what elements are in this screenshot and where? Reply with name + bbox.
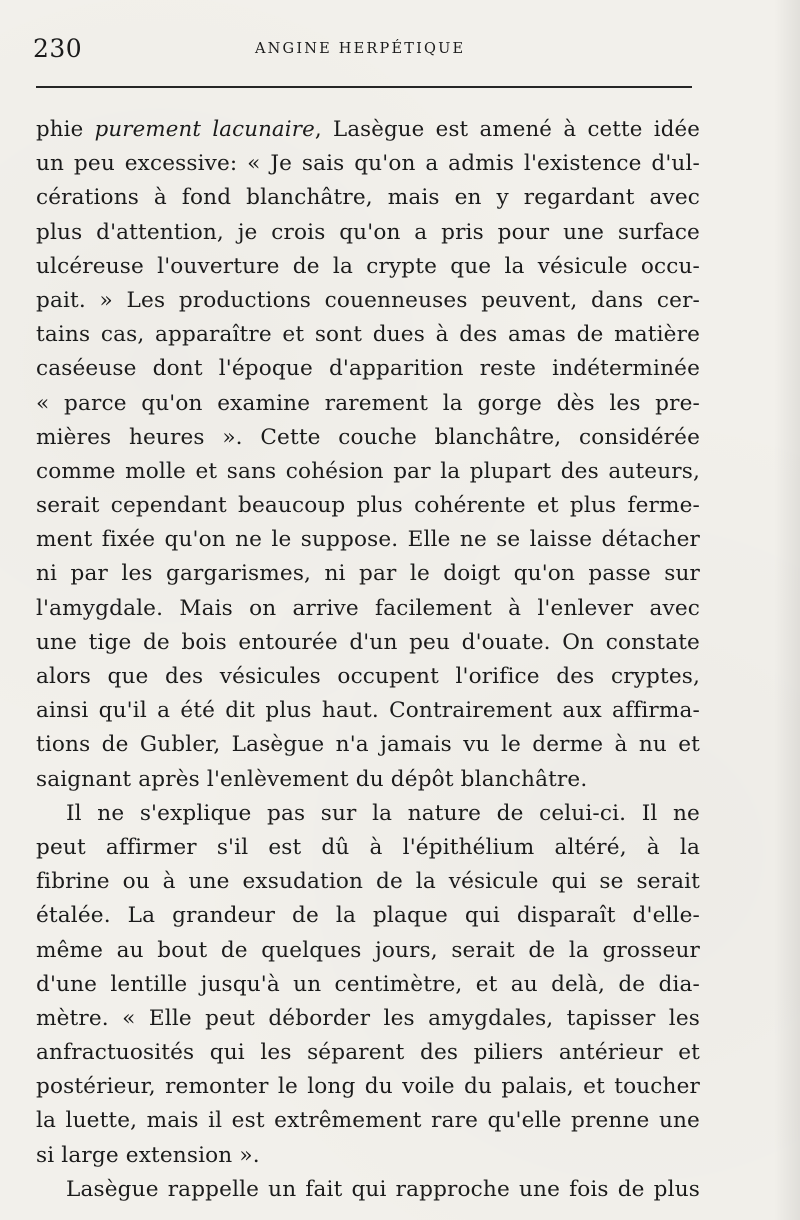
text-line: postérieur, remonter le long du voile du palais, et toucher [36,1074,700,1100]
italic-phrase: purement lacunaire [94,117,315,142]
text-line: tions de Gubler, Lasègue n'a jamais vu le derme à nu et [36,732,700,758]
page-number: 230 [33,34,83,63]
text-line: anfractuosités qui les séparent des piliers antérieur et [36,1040,700,1066]
text-line-part: , Lasègue est amené à cette idée [314,117,700,142]
text-line: mètre. « Elle peut déborder les amygdales, tapisser les [36,1005,700,1031]
text-line: étalée. La grandeur de la plaque qui disparaît d'elle- [36,903,700,929]
text-line: tains cas, apparaître et sont dues à des amas de matière [36,322,700,348]
text-line: ni par les gargarismes, ni par le doigt qu'on passe sur [36,561,700,587]
text-line: ainsi qu'il a été dit plus haut. Contrairement aux affirma- [36,698,700,724]
text-line: la luette, mais il est extrêmement rare qu'elle prenne une [36,1108,700,1134]
text-line: Lasègue rappelle un fait qui rapproche une fois de plus [66,1176,700,1202]
text-line-part: phie [36,117,95,142]
text-line: un peu excessive: « Je sais qu'on a admis l'existence d'ul- [36,151,700,177]
text-line: d'une lentille jusqu'à un centimètre, et au delà, de dia- [36,971,700,997]
text-line: fibrine ou à une exsudation de la vésicule qui se serait [36,869,700,895]
header-rule [36,86,692,88]
text-line [36,113,700,147]
text-line: mières heures ». Cette couche blanchâtre, considérée [36,424,700,450]
text-line: l'amygdale. Mais on arrive facilement à l'enlever avec [36,595,700,621]
text-line: alors que des vésicules occupent l'orifice des cryptes, [36,664,700,689]
text-line: une tige de bois entourée d'un peu d'ouate. On constate [36,629,700,655]
text-line: même au bout de quelques jours, serait de la grosseur [36,937,700,963]
text-line: peut affirmer s'il est dû à l'épithélium altéré, à la [36,834,700,860]
running-head: ANGINE HERPÉTIQUE [255,41,466,57]
page-edge-shadow [774,0,800,1220]
body-text [36,113,700,1207]
text-line: si large extension ». [36,1142,260,1168]
text-line: ulcéreuse l'ouverture de la crypte que la vésicule occu- [36,253,700,279]
text-line: cérations à fond blanchâtre, mais en y regardant avec [36,185,700,211]
text-line: saignant après l'enlèvement du dépôt blanchâtre. [36,766,588,792]
text-line: caséeuse dont l'époque d'apparition reste indéterminée [36,356,700,382]
text-line: comme molle et sans cohésion par la plupart des auteurs, [36,458,700,484]
text-line: « parce qu'on examine rarement la gorge dès les pre- [36,390,700,416]
text-line: Il ne s'explique pas sur la nature de celui-ci. Il ne [66,800,700,826]
page-header [33,34,693,74]
text-line: plus d'attention, je crois qu'on a pris pour une surface [36,219,700,245]
text-line: ment fixée qu'on ne le suppose. Elle ne se laisse détacher [36,527,700,553]
text-line: pait. » Les productions couenneuses peuvent, dans cer- [36,287,700,313]
text-line: serait cependant beaucoup plus cohérente et plus ferme- [36,493,700,519]
